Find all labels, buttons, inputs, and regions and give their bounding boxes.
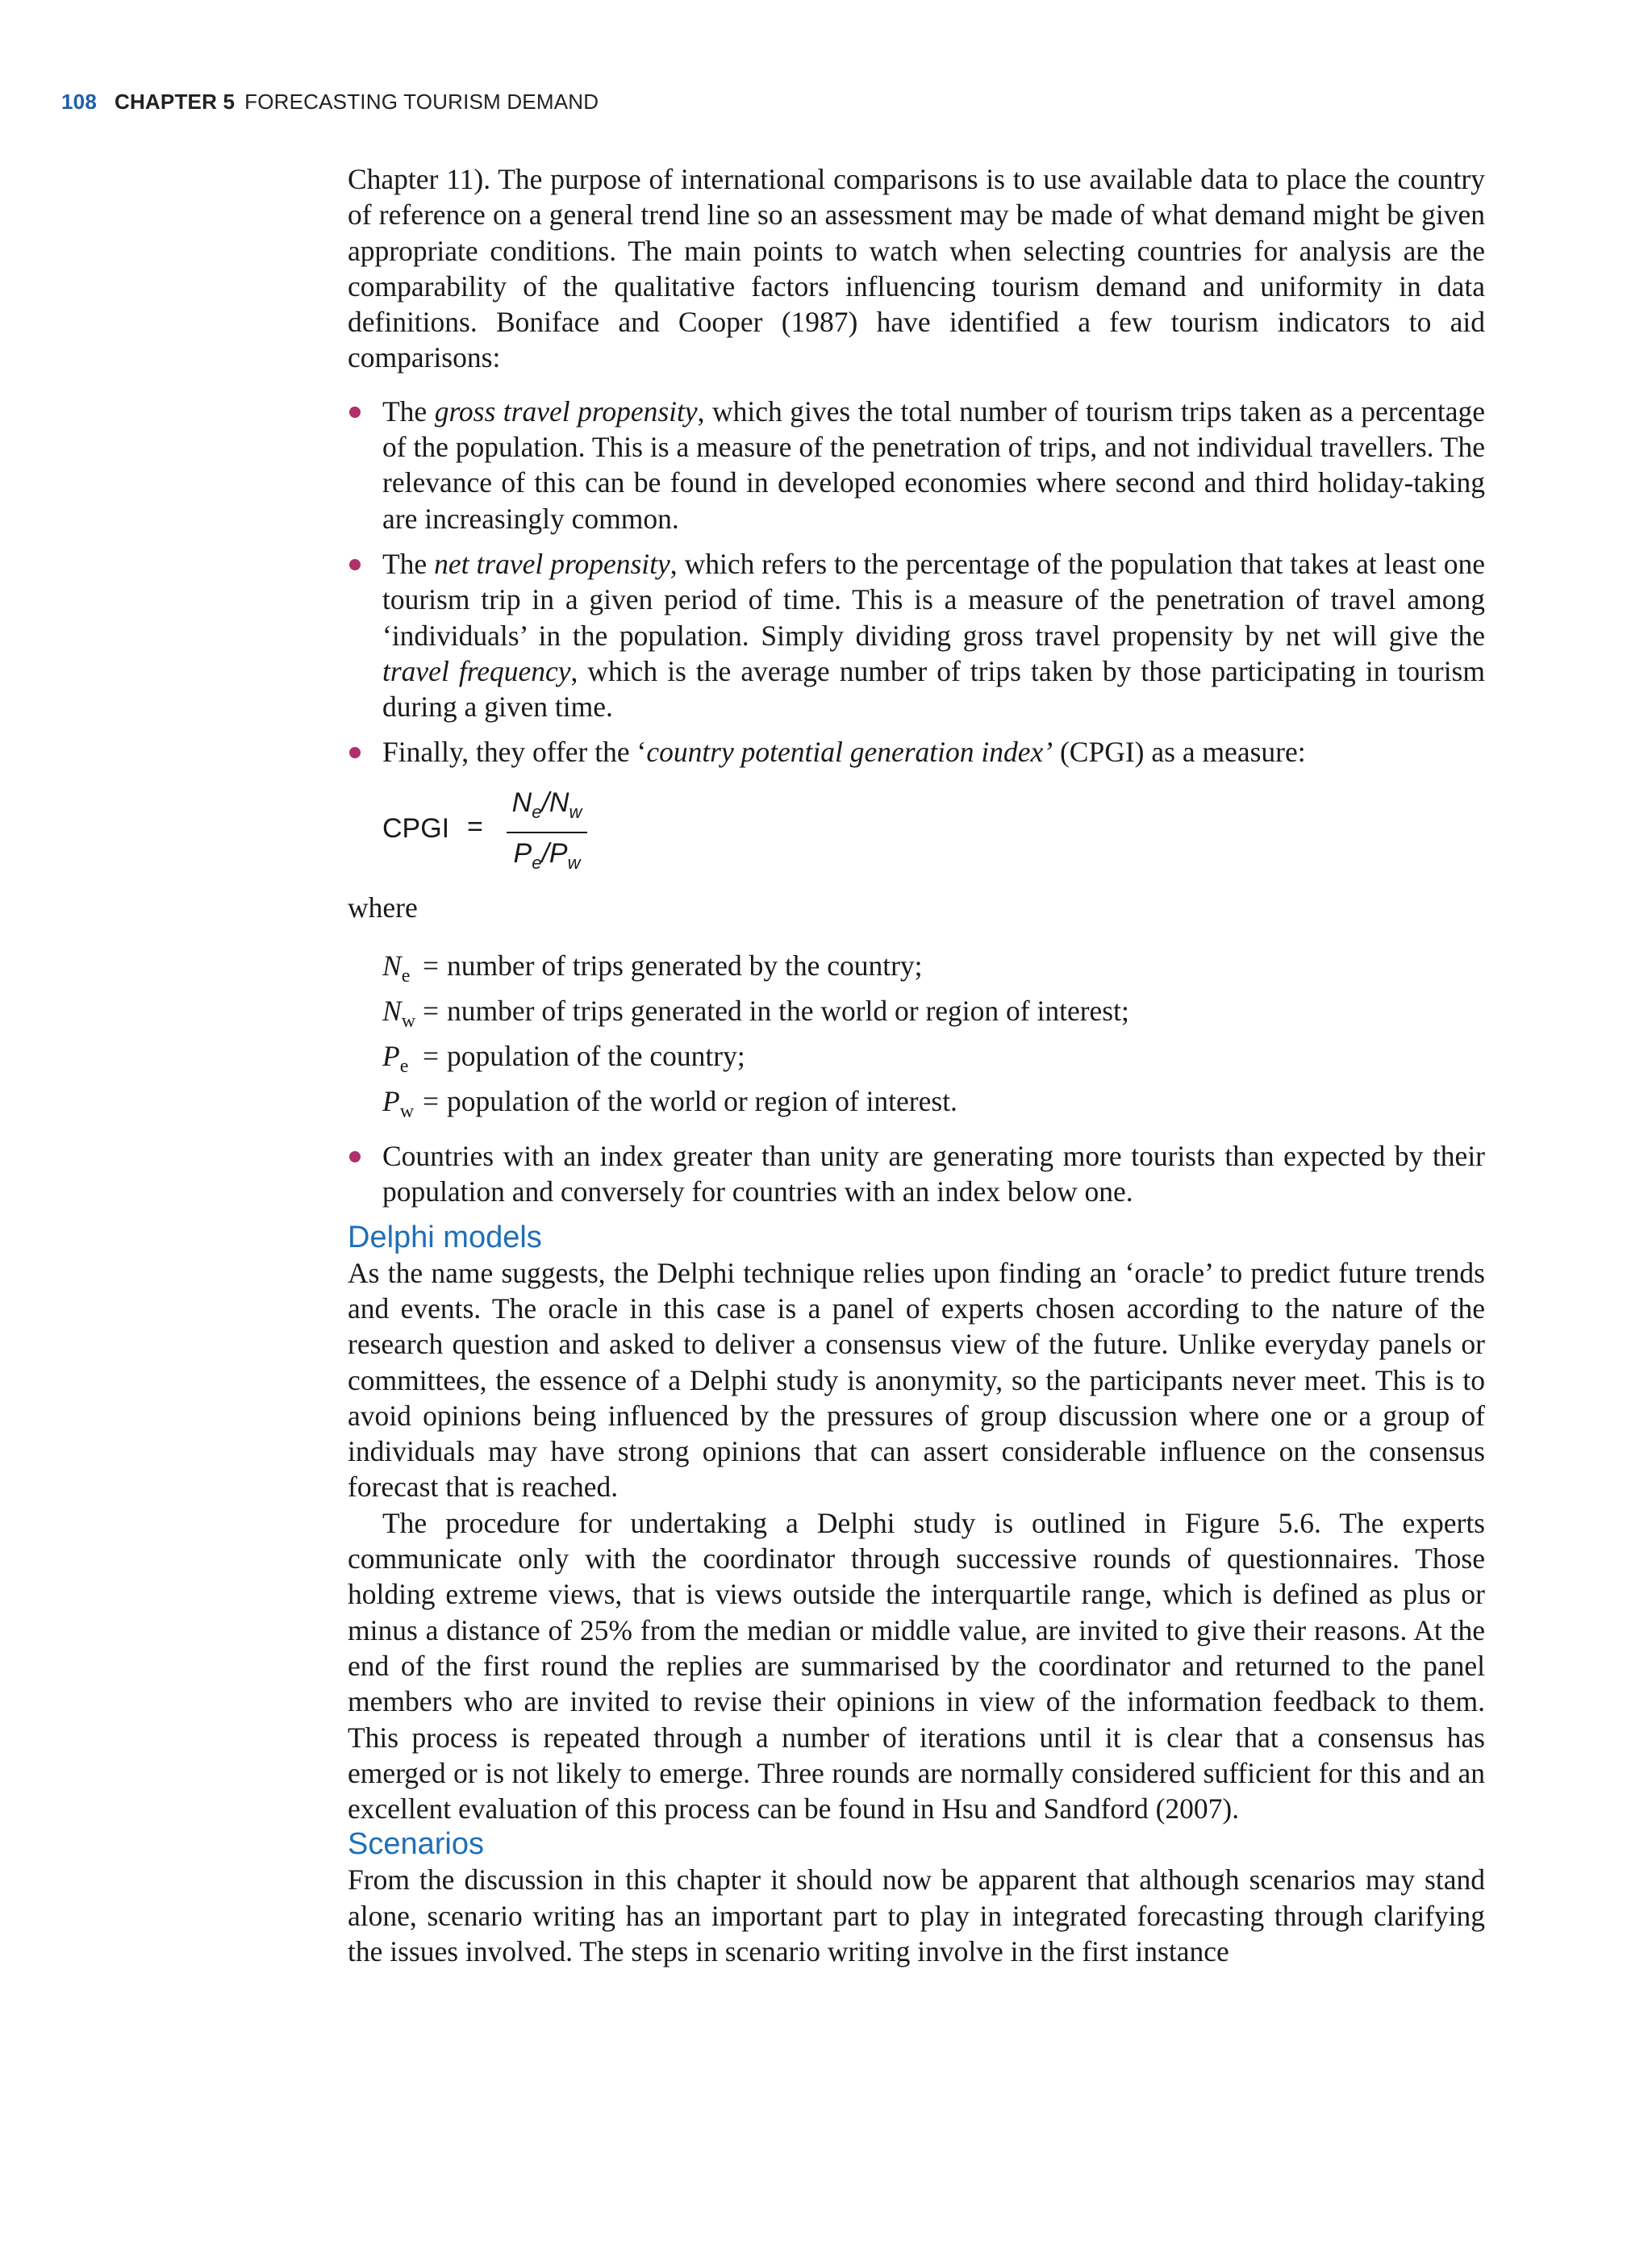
term-net-travel-propensity: net travel propensity [434, 547, 670, 580]
bullet-dot-icon [349, 407, 361, 418]
intro-paragraph: Chapter 11). The purpose of international comparisons is to use available data to place the country of reference on a general trend line so an assessment may be made of what demand might be given appropriate conditions. The main points to watch when selecting countries for analysis are the comparability of the qualitative factors influencing tourism demand and uniformity in data definitions. Boniface and Cooper (1987) have identified a few tourism indicators to aid comparisons: [348, 163, 1485, 374]
definition-row: $P_w$ = population of the world or region of interest. [382, 1085, 957, 1123]
fraction-bar [507, 832, 587, 833]
term-travel-frequency: travel frequency [382, 654, 571, 687]
formula-fraction [507, 787, 587, 879]
delphi-paragraph-1: As the name suggests, the Delphi technique relies upon finding an ‘oracle’ to predict future trends and events. The oracle in this case is a panel of experts chosen according to the nature of the research question and asked to deliver a consensus view of the future. Unlike everyday panels or committees, the essence of a Delphi study is anonymity, so the participants never meet. This is to avoid opinions being influenced by the pressures of group discussion where one or a group of individuals may have strong opinions that can assert considerable influence on the consensus forecast that is reached. [348, 1256, 1485, 1504]
running-head [61, 90, 599, 115]
scenarios-paragraph: From the discussion in this chapter it should now be apparent that although scenarios may stand alone, scenario writing has an important part to play in integrated forecasting through clarifying the issues involved. The steps in scenario writing involve in the first instance [348, 1863, 1485, 1968]
formula-denominator: $P_e/P_w$ [513, 837, 581, 873]
bullet-dot-icon [349, 559, 361, 570]
list-item: The net travel propensity, which refers to the percentage of the population that takes at least one tourism trip in a given period of time. This is a measure of the penetration of travel among ‘individuals’ in the population. Simply dividing gross travel propensity by net will give the travel frequency, which is the average number of trips taken by those participating in tourism during a given time. [348, 546, 1485, 724]
bullet-dot-icon [349, 1151, 361, 1162]
variable-definitions [382, 948, 1485, 1129]
cpgi-formula [382, 787, 1485, 873]
chapter-title: FORECASTING TOURISM DEMAND [244, 90, 599, 114]
term-cpgi: country potential generation index’ [646, 736, 1053, 769]
bullet-dot-icon [349, 747, 361, 758]
list-item: The gross travel propensity, which gives the total number of tourism trips taken as a percentage of the population. This is a measure of the penetration of trips, and not individual travellers. The relevance of this can be found in developed economies where second and third holiday-taking are increasingly common. [348, 394, 1485, 536]
where-label: where [348, 891, 418, 924]
list-item: Countries with an index greater than unity are generating more tourists than expected by their population and conversely for countries with an index below one. [348, 1138, 1485, 1210]
definition-row: $N_e$ = number of trips generated by the country; [382, 949, 923, 987]
delphi-paragraph-2: The procedure for undertaking a Delphi study is outlined in Figure 5.6. The experts communicate only with the coordinator through successive rounds of questionnaires. Those holding extreme views, that is views outside the interquartile range, which is defined as plus or minus a distance of 25% from the median or middle value, are invited to give their reasons. At the end of the first round the replies are summarised by the coordinator and returned to the panel members who are invited to revise their opinions in view of the information feedback to them. This process is repeated through a number of iterations until it is clear that a consensus has emerged or is not likely to emerge. Three rounds are normally considered sufficient for this and an excellent evaluation of this process can be found in Hsu and Sandford (2007). [348, 1506, 1485, 1826]
page-number: 108 [61, 90, 97, 114]
body-text [348, 161, 1485, 1969]
formula-lhs: CPGI [382, 812, 450, 844]
chapter-label: CHAPTER 5 [114, 90, 236, 114]
list-item: Finally, they offer the ‘country potential generation index’ (CPGI) as a measure: [348, 734, 1485, 770]
section-heading-scenarios: Scenarios [348, 1827, 484, 1862]
definition-row: $N_w$ = number of trips generated in the world or region of interest; [382, 995, 1129, 1033]
section-heading-delphi: Delphi models [348, 1220, 542, 1254]
formula-numerator: $N_e/N_w$ [511, 787, 582, 822]
final-list [348, 1138, 1485, 1210]
formula-equals: = [467, 811, 483, 842]
indicator-list [348, 394, 1485, 770]
definition-row: $P_e$ = population of the country; [382, 1040, 745, 1078]
term-gross-travel-propensity: gross travel propensity [434, 394, 698, 428]
